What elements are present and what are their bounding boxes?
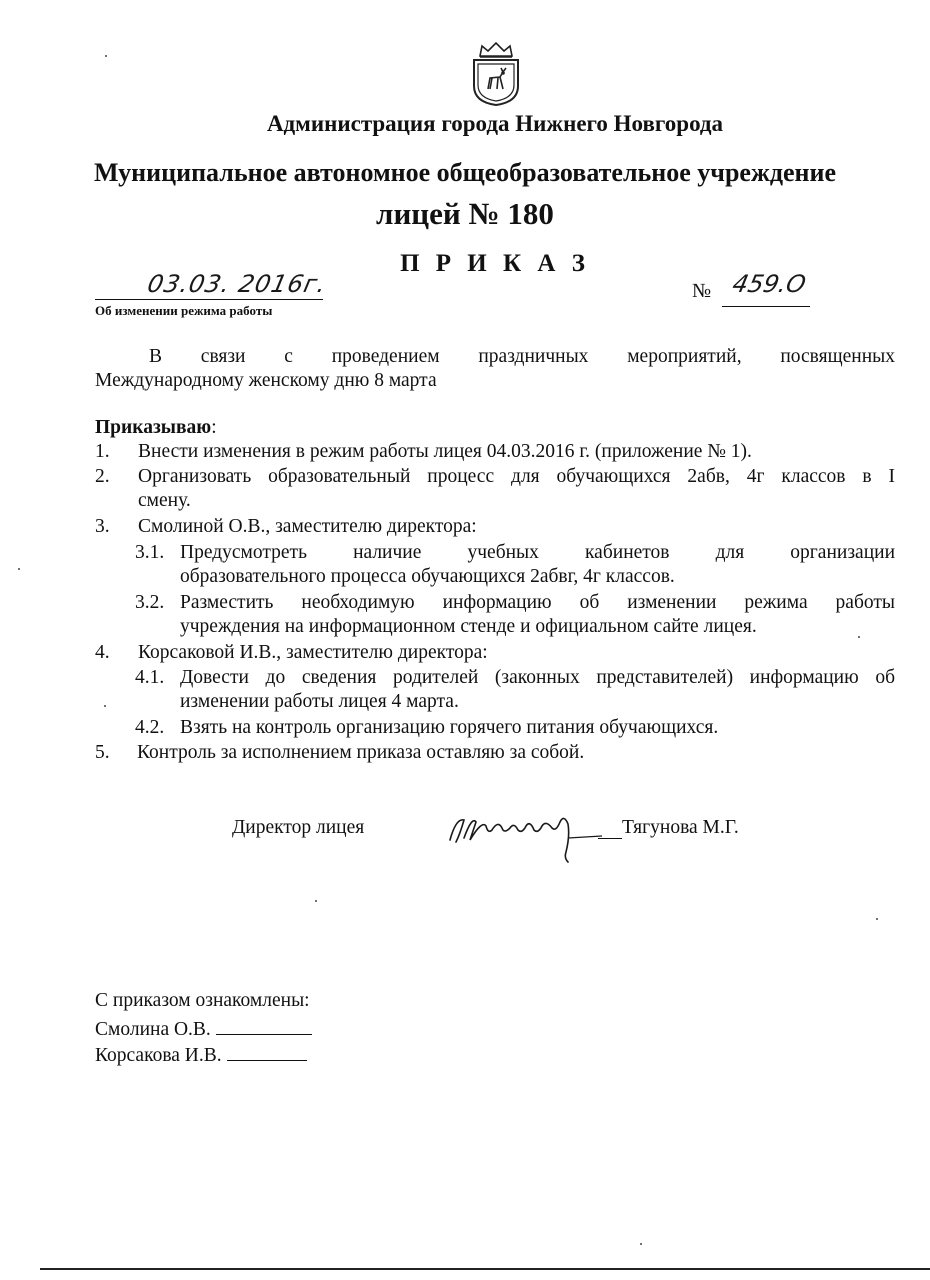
item-3-1-line-2: образовательного процесса обучающихся 2абвг, 4г классов.: [180, 566, 675, 587]
handwritten-order-number: 459.О: [730, 270, 809, 298]
acknowledgement-row-2: [95, 1042, 307, 1067]
scan-speck: [858, 636, 860, 638]
item-1-number: 1.: [95, 441, 110, 462]
director-name: Тягунова М.Г.: [622, 817, 739, 838]
item-4-2-number: 4.2.: [135, 717, 165, 738]
director-signature: [442, 800, 642, 864]
orders-heading-colon: :: [211, 417, 217, 438]
date-underline: [95, 299, 323, 300]
intro-line-1: В связи с проведением праздничных мероприятий, посвященных: [149, 346, 895, 367]
item-4-1-number: 4.1.: [135, 667, 165, 688]
item-2-text-line-2: смену.: [138, 490, 191, 511]
administration-title: Администрация города Нижнего Новгорода: [266, 111, 724, 136]
order-subject: Об изменении режима работы: [95, 303, 273, 318]
scan-speck: [105, 55, 107, 57]
intro-line-2: Международному женскому дню 8 марта: [95, 370, 437, 391]
item-4-1-line-1: Довести до сведения родителей (законных представителей) информацию об: [180, 667, 895, 688]
item-5-number: 5.: [95, 742, 110, 763]
handwritten-date: 03.03. 2016г.: [145, 270, 330, 298]
scan-speck: [18, 568, 20, 570]
document-type-title: П Р И К А З: [400, 250, 590, 277]
acknowledgement-person-2: Корсакова И.В.: [95, 1045, 222, 1066]
item-2-number: 2.: [95, 466, 110, 487]
organization-title: Муниципальное автономное общеобразовательное учреждение: [93, 158, 837, 187]
signature-underline: [598, 838, 622, 839]
orders-heading-word: Приказываю: [95, 417, 212, 438]
item-4-number: 4.: [95, 642, 110, 663]
item-3-2-line-1: Разместить необходимую информацию об изменении режима работы: [180, 592, 895, 613]
acknowledgement-heading: С приказом ознакомлены:: [95, 990, 310, 1011]
director-position: Директор лицея: [232, 817, 365, 838]
acknowledgement-signature-line-2: [227, 1042, 307, 1061]
acknowledgement-row-1: [95, 1016, 312, 1041]
item-4-text: Корсаковой И.В., заместителю директора:: [138, 642, 488, 663]
item-2-text-line-1: Организовать образовательный процесс для обучающихся 2абв, 4г классов в I: [138, 466, 895, 487]
scan-speck: [104, 705, 106, 707]
item-4-2-line-1: Взять на контроль организацию горячего питания обучающихся.: [180, 717, 719, 738]
item-3-text: Смолиной О.В., заместителю директора:: [138, 516, 477, 537]
acknowledgement-signature-line-1: [216, 1016, 312, 1035]
scan-speck: [876, 918, 878, 920]
item-3-2-number: 3.2.: [135, 592, 165, 613]
item-5-text: Контроль за исполнением приказа оставляю за собой.: [137, 742, 585, 763]
item-3-1-line-1: Предусмотреть наличие учебных кабинетов для организации: [180, 542, 895, 563]
orders-heading: [95, 416, 217, 440]
city-coat-of-arms-icon: [470, 42, 522, 106]
item-3-number: 3.: [95, 516, 110, 537]
item-3-2-line-2: учреждения на информационном стенде и официальном сайте лицея.: [180, 616, 757, 637]
lyceum-title: лицей № 180: [376, 196, 554, 231]
acknowledgement-person-1: Смолина О.В.: [95, 1019, 211, 1040]
scan-edge-line: [40, 1268, 930, 1270]
number-underline: [722, 306, 810, 307]
item-4-1-line-2: изменении работы лицея 4 марта.: [180, 691, 459, 712]
order-number-label: №: [692, 280, 712, 302]
scan-speck: [315, 900, 317, 902]
item-1-text: Внести изменения в режим работы лицея 04.03.2016 г. (приложение № 1).: [138, 441, 752, 462]
item-3-1-number: 3.1.: [135, 542, 165, 563]
scan-speck: [640, 1243, 642, 1245]
